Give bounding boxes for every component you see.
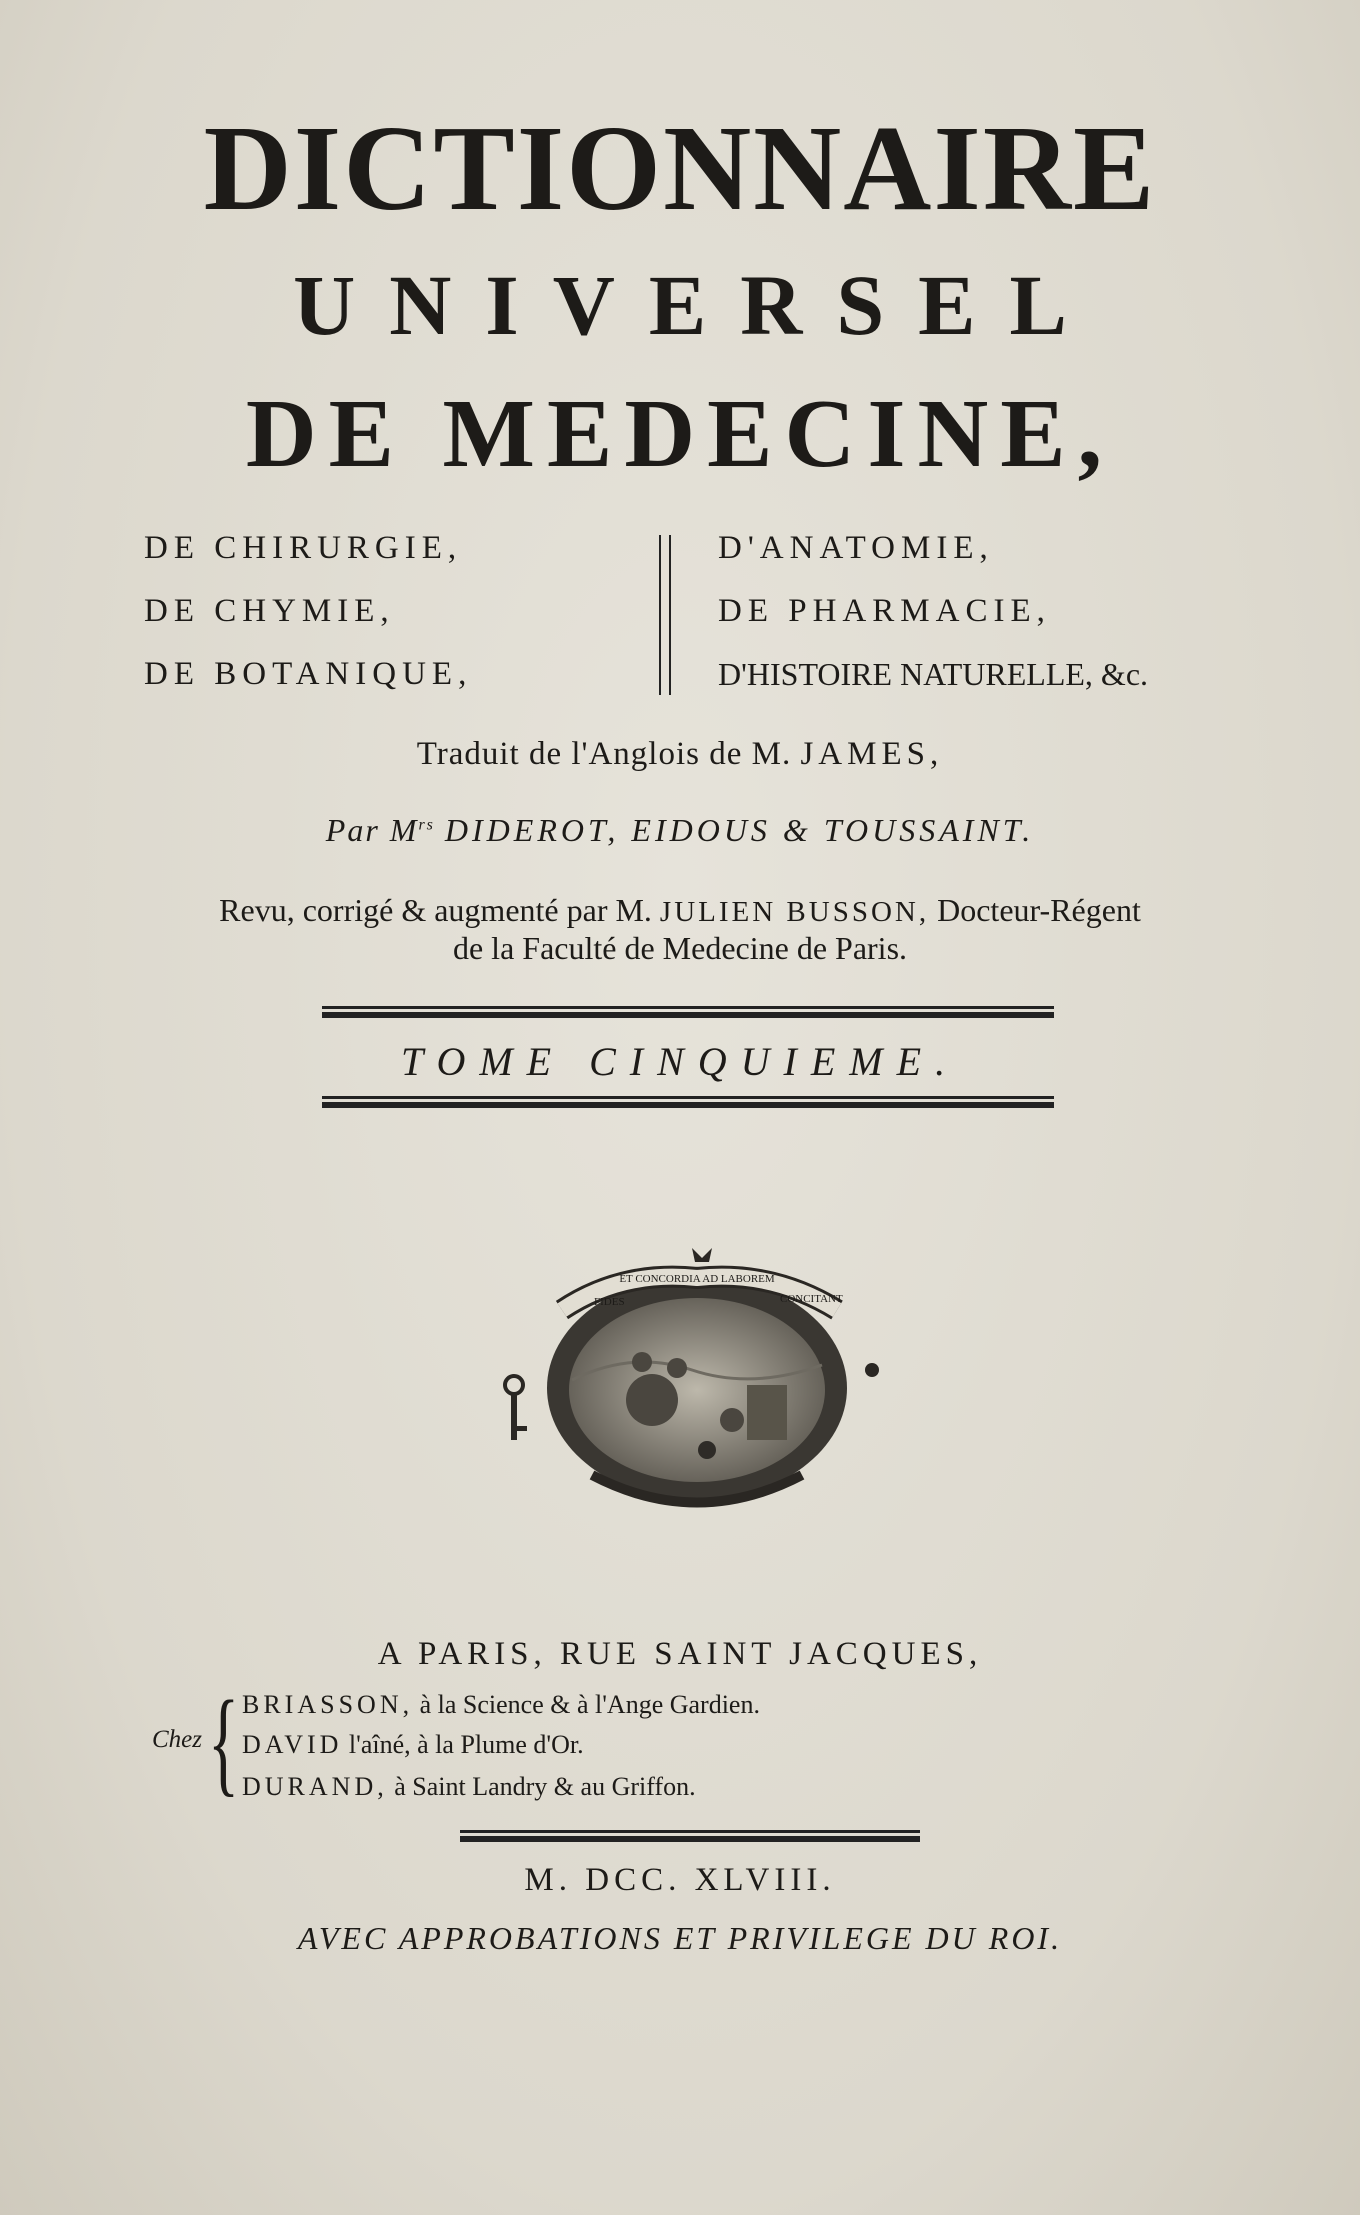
vignette-motto-right: CONCITANT bbox=[780, 1293, 843, 1305]
subject-right-2: DE PHARMACIE, bbox=[718, 593, 1051, 629]
publisher-2-name: DAVID bbox=[242, 1730, 343, 1759]
revision-line-1 bbox=[0, 892, 1360, 929]
publisher-3-name: DURAND, bbox=[242, 1772, 388, 1801]
printers-vignette bbox=[492, 1230, 892, 1520]
revision-suffix: Docteur-Régent bbox=[937, 892, 1141, 928]
rule-top bbox=[322, 1006, 1054, 1018]
subject-right-3: D'HISTOIRE NATURELLE, &c. bbox=[718, 656, 1149, 692]
translation-line bbox=[0, 736, 1360, 773]
publisher-3-address: à Saint Landry & au Griffon. bbox=[394, 1772, 696, 1801]
imprint-place: A PARIS, RUE SAINT JACQUES, bbox=[377, 1636, 983, 1672]
brace-glyph: { bbox=[208, 1676, 240, 1807]
subject-left-1: DE CHIRURGIE, bbox=[144, 530, 463, 566]
subject-right-1: D'ANATOMIE, bbox=[718, 530, 994, 566]
publisher-3 bbox=[242, 1772, 696, 1802]
translators-names: DIDEROT, EIDOUS & TOUSSAINT. bbox=[444, 812, 1035, 848]
publication-year: M. DCC. XLVIII. bbox=[524, 1862, 836, 1898]
title-line-1: DICTIONNAIRE bbox=[203, 101, 1157, 236]
rule-bottom bbox=[322, 1096, 1054, 1108]
title-line-2: UNIVERSEL bbox=[293, 257, 1101, 353]
revision-reviser: JULIEN BUSSON, bbox=[659, 896, 930, 928]
publisher-1-address: à la Science & à l'Ange Gardien. bbox=[419, 1690, 760, 1719]
royal-privilege: AVEC APPROBATIONS ET PRIVILEGE DU ROI. bbox=[297, 1920, 1063, 1956]
publisher-2-address: l'aîné, à la Plume d'Or. bbox=[348, 1730, 584, 1759]
publisher-2 bbox=[242, 1730, 584, 1760]
vignette-motto-center: ET CONCORDIA AD LABOREM bbox=[619, 1273, 775, 1285]
revision-prefix: Revu, corrigé & augmenté par M. bbox=[219, 892, 652, 928]
translation-author: JAMES, bbox=[800, 736, 944, 772]
vignette-motto-left: FIDES bbox=[594, 1296, 625, 1308]
subject-left-3: DE BOTANIQUE, bbox=[144, 656, 473, 692]
publisher-1-name: BRIASSON, bbox=[242, 1690, 414, 1719]
column-divider bbox=[659, 535, 671, 695]
imprint-chez: Chez bbox=[152, 1726, 202, 1753]
rule-imprint bbox=[460, 1830, 920, 1842]
translation-prefix: Traduit de l'Anglois de M. bbox=[416, 736, 792, 772]
translators-line bbox=[0, 812, 1360, 849]
title-line-3: DE MEDECINE, bbox=[245, 380, 1115, 488]
volume-label: TOME CINQUIEME. bbox=[400, 1039, 960, 1084]
revision-line-2: de la Faculté de Medecine de Paris. bbox=[452, 930, 908, 966]
translators-by: Par M bbox=[325, 812, 419, 848]
translators-sup: rs bbox=[418, 816, 435, 834]
subject-left-2: DE CHYMIE, bbox=[144, 593, 395, 629]
publisher-1 bbox=[242, 1690, 760, 1720]
